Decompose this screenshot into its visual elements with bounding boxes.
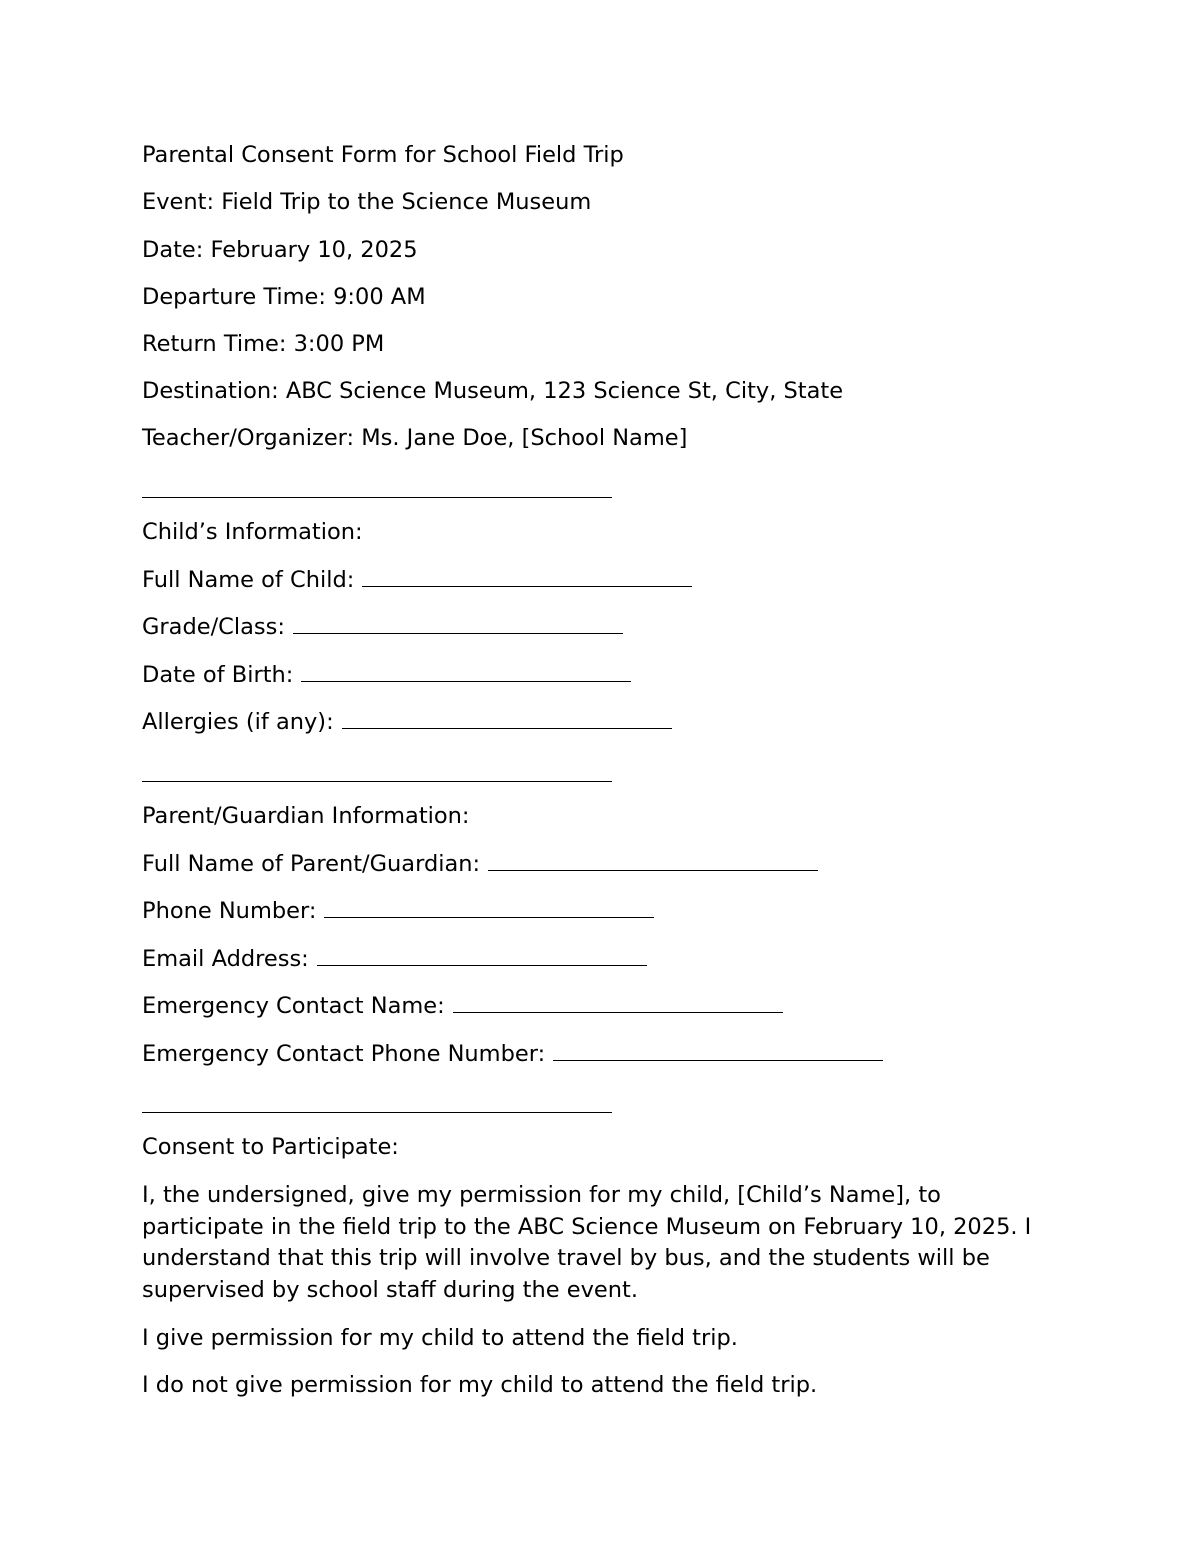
consent-option-yes[interactable]: I give permission for my child to attend the field trip. <box>142 1325 738 1351</box>
grade-class-blank[interactable] <box>293 633 623 634</box>
allergies-label: Allergies (if any): <box>142 709 334 735</box>
organizer-line: Teacher/Organizer: Ms. Jane Doe, [School Name] <box>142 425 688 451</box>
section-divider <box>142 781 612 782</box>
parent-info-heading: Parent/Guardian Information: <box>142 803 470 829</box>
dob-field <box>142 660 631 690</box>
phone-blank[interactable] <box>324 917 654 918</box>
grade-class-field <box>142 612 623 642</box>
child-info-heading: Child’s Information: <box>142 519 363 545</box>
allergies-blank[interactable] <box>342 728 672 729</box>
email-blank[interactable] <box>317 965 647 966</box>
event-line: Event: Field Trip to the Science Museum <box>142 189 592 215</box>
parent-name-label: Full Name of Parent/Guardian: <box>142 851 481 877</box>
email-field <box>142 944 647 974</box>
phone-label: Phone Number: <box>142 898 317 924</box>
dob-label: Date of Birth: <box>142 662 294 688</box>
destination-line: Destination: ABC Science Museum, 123 Science St, City, State <box>142 378 844 404</box>
parent-name-field <box>142 849 818 879</box>
consent-statement: I, the undersigned, give my permission for my child, [Child’s Name], to participate in the field trip to the ABC Science Museum on February 10, 2025. I understand that this trip will involve travel by bus, and the students will be supervised by school staff during the event. <box>142 1182 1032 1303</box>
grade-class-label: Grade/Class: <box>142 614 285 640</box>
parent-name-blank[interactable] <box>488 870 818 871</box>
date-line: Date: February 10, 2025 <box>142 237 418 263</box>
consent-heading: Consent to Participate: <box>142 1134 399 1160</box>
allergies-field <box>142 707 672 737</box>
form-title: Parental Consent Form for School Field Trip <box>142 142 624 168</box>
return-line: Return Time: 3:00 PM <box>142 331 385 357</box>
consent-option-no[interactable]: I do not give permission for my child to attend the field trip. <box>142 1372 818 1398</box>
emergency-name-blank[interactable] <box>453 1012 783 1013</box>
emergency-name-field <box>142 991 783 1021</box>
section-divider <box>142 497 612 498</box>
emergency-phone-field <box>142 1039 883 1069</box>
departure-line: Departure Time: 9:00 AM <box>142 284 426 310</box>
dob-blank[interactable] <box>301 681 631 682</box>
child-name-blank[interactable] <box>362 586 692 587</box>
section-divider <box>142 1112 612 1113</box>
child-name-label: Full Name of Child: <box>142 567 355 593</box>
emergency-phone-blank[interactable] <box>553 1060 883 1061</box>
email-label: Email Address: <box>142 946 309 972</box>
emergency-name-label: Emergency Contact Name: <box>142 993 445 1019</box>
child-name-field <box>142 565 692 595</box>
phone-field <box>142 896 654 926</box>
emergency-phone-label: Emergency Contact Phone Number: <box>142 1041 546 1067</box>
